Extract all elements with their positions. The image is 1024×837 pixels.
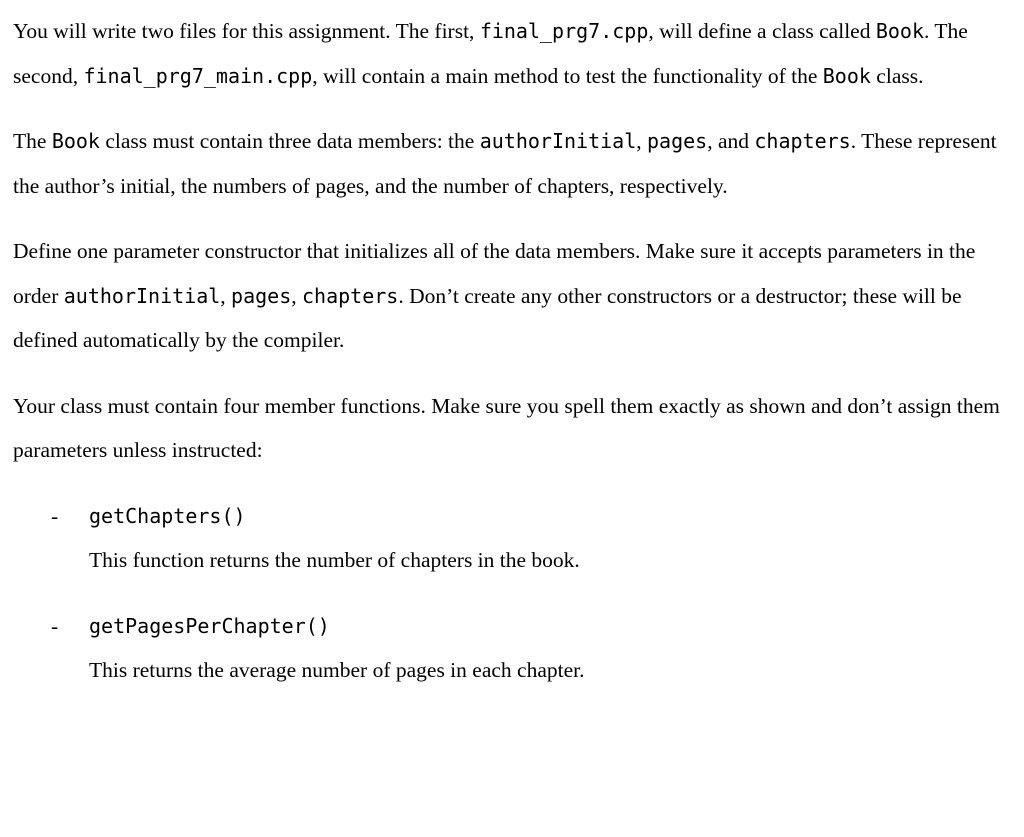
text-run: ,: [291, 283, 303, 308]
text-run: , will contain a main method to test the functionality of the: [312, 63, 823, 88]
code-param-chapters: chapters: [302, 283, 399, 308]
text-run: The: [13, 129, 52, 153]
text-run: , and: [707, 129, 755, 153]
text-run: class must contain three data members: the: [99, 129, 480, 153]
function-signature: getChapters(): [89, 503, 246, 528]
list-bullet: -: [51, 503, 59, 528]
text-run: ,: [636, 129, 647, 153]
code-filename-class: final_prg7.cpp: [479, 19, 649, 43]
code-member-author-initial: authorInitial: [479, 129, 637, 153]
text-run: ,: [220, 283, 232, 308]
text-run: You will write two files for this assignment. The first,: [13, 19, 480, 43]
paragraph-member-functions: Your class must contain four member functions. Make sure you spell them exactly as shown and don’t assign them parameters unless instructed:: [13, 393, 1000, 462]
code-param-author-initial: authorInitial: [63, 283, 221, 308]
text-run: . The second,: [13, 19, 968, 88]
code-class-name: Book: [51, 129, 100, 153]
function-description: This function returns the number of chapters in the book.: [89, 548, 580, 572]
code-class-name: Book: [822, 63, 871, 88]
text-run: . Don’t create any other constructors or a destructor; these will be defined automatically by the compiler.: [13, 283, 962, 352]
code-member-chapters: chapters: [754, 129, 851, 153]
text-run: Define one parameter constructor that initializes all of the data members. Make sure it accepts parameters in the order: [13, 239, 976, 308]
paragraph-files: [13, 9, 1010, 98]
list-bullet: -: [51, 613, 59, 638]
function-description: This returns the average number of pages in each chapter.: [89, 658, 585, 682]
code-class-name: Book: [875, 19, 925, 43]
list-item-get-pages-per-chapter: [13, 604, 1010, 693]
function-signature: getPagesPerChapter(): [89, 613, 330, 638]
text-run: class.: [870, 63, 924, 88]
code-param-pages: pages: [231, 283, 292, 308]
paragraph-data-members: [13, 119, 1010, 208]
text-run: . These represent the author’s initial, the numbers of pages, and the number of chapters, respectively.: [13, 129, 997, 198]
text-run: , will define a class called: [648, 19, 876, 43]
code-member-pages: pages: [647, 129, 708, 153]
function-list: [13, 494, 1010, 693]
code-filename-main: final_prg7_main.cpp: [83, 63, 313, 88]
paragraph-constructor: [13, 229, 1010, 363]
list-item-get-chapters: [13, 494, 1010, 583]
